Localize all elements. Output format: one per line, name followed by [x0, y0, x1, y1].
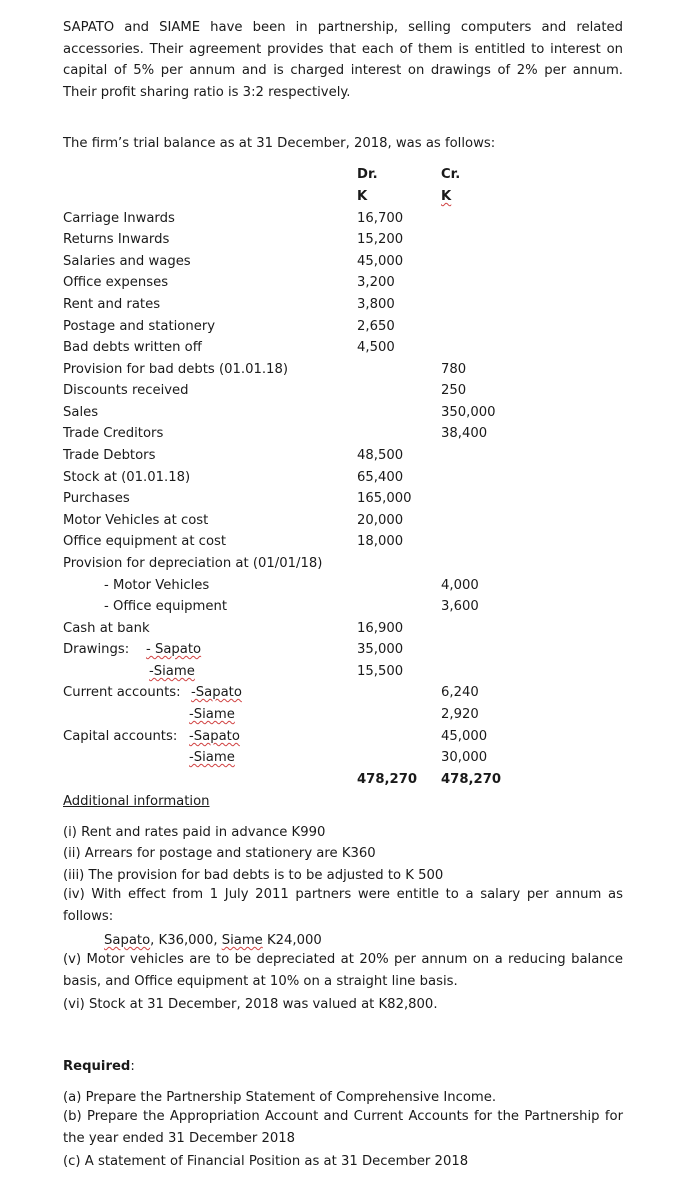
row-label-motor-vehicles: Motor Vehicles at cost: [63, 513, 209, 528]
row-dr-cash-at-bank: 16,900: [357, 621, 404, 636]
salary-siame-amount: K24,000: [262, 933, 322, 948]
row-dr-returns-inwards: 15,200: [357, 232, 404, 247]
row-dr-motor-vehicles: 20,000: [357, 513, 404, 528]
row-dr-trade-debtors: 48,500: [357, 448, 404, 463]
row-label-capital-accounts: Capital accounts:: [63, 729, 178, 744]
row-label-office-equipment: Office equipment at cost: [63, 534, 227, 549]
row-sub-drawings-siame: -Siame: [149, 664, 195, 679]
row-sub-capital-sapato: -Sapato: [189, 729, 240, 744]
row-sub-current-sapato: -Sapato: [191, 685, 242, 700]
trial-balance-intro: The firm’s trial balance as at 31 December, 2018, was as follows:: [63, 136, 496, 151]
row-label-postage: Postage and stationery: [63, 319, 216, 334]
row-label-salaries: Salaries and wages: [63, 254, 191, 269]
row-sub-current-siame: -Siame: [189, 707, 235, 722]
additional-info-heading: Additional information: [63, 794, 210, 809]
additional-item-i: (i) Rent and rates paid in advance K990: [63, 825, 326, 840]
row-dr-office-expenses: 3,200: [357, 275, 395, 290]
row-label-drawings: Drawings:: [63, 642, 130, 657]
row-cr-capital-sapato: 45,000: [441, 729, 488, 744]
row-label-trade-creditors: Trade Creditors: [63, 426, 164, 441]
row-sub-drawings-sapato: - Sapato: [146, 642, 202, 657]
salary-sapato-amount: , K36,000,: [150, 933, 222, 948]
row-sub-capital-siame: -Siame: [189, 750, 235, 765]
row-label-office-expenses: Office expenses: [63, 275, 169, 290]
row-cr-sales: 350,000: [441, 405, 496, 420]
row-dr-bad-debts: 4,500: [357, 340, 395, 355]
row-cr-capital-siame: 30,000: [441, 750, 488, 765]
row-label-dep-motor-vehicles: - Motor Vehicles: [104, 578, 210, 593]
required-item-c: (c) A statement of Financial Position as at 31 December 2018: [63, 1154, 469, 1169]
salary-sapato-name: Sapato: [104, 933, 151, 948]
row-label-trade-debtors: Trade Debtors: [63, 448, 156, 463]
total-cr: 478,270: [441, 772, 502, 787]
additional-item-iii: (iii) The provision for bad debts is to be adjusted to K 500: [63, 868, 444, 883]
additional-item-ii: (ii) Arrears for postage and stationery are K360: [63, 846, 376, 861]
row-cr-discounts: 250: [441, 383, 467, 398]
required-item-b: (b) Prepare the Appropriation Account and Current Accounts for the Partnership for the year ended 31 December 2018: [63, 1109, 623, 1146]
row-dr-salaries: 45,000: [357, 254, 404, 269]
required-item-a: (a) Prepare the Partnership Statement of Comprehensive Income.: [63, 1090, 497, 1105]
dr-header: Dr.: [357, 167, 378, 182]
row-cr-dep-office-equipment: 3,600: [441, 599, 479, 614]
additional-item-vi: (vi) Stock at 31 December, 2018 was valued at K82,800.: [63, 997, 438, 1012]
row-cr-current-sapato: 6,240: [441, 685, 479, 700]
row-cr-dep-motor-vehicles: 4,000: [441, 578, 479, 593]
row-label-sales: Sales: [63, 405, 99, 420]
total-dr: 478,270: [357, 772, 418, 787]
salary-line: [104, 933, 322, 949]
row-dr-stock: 65,400: [357, 470, 404, 485]
dr-unit: K: [357, 189, 368, 204]
cr-unit: K: [441, 189, 452, 204]
row-label-rent-rates: Rent and rates: [63, 297, 161, 312]
additional-item-v: (v) Motor vehicles are to be depreciated at 20% per annum on a reducing balance basis, and Office equipment at 10% on a straight line basis.: [63, 952, 623, 989]
row-dr-rent-rates: 3,800: [357, 297, 395, 312]
row-dr-drawings-sapato: 35,000: [357, 642, 404, 657]
row-label-provision-depreciation: Provision for depreciation at (01/01/18): [63, 556, 323, 571]
required-colon: :: [130, 1059, 135, 1074]
row-label-current-accounts: Current accounts:: [63, 685, 181, 700]
row-dr-office-equipment: 18,000: [357, 534, 404, 549]
row-label-carriage-inwards: Carriage Inwards: [63, 211, 175, 226]
row-cr-current-siame: 2,920: [441, 707, 479, 722]
cr-header: Cr.: [441, 167, 461, 182]
required-heading: [63, 1059, 135, 1075]
row-dr-drawings-siame: 15,500: [357, 664, 404, 679]
row-label-dep-office-equipment: - Office equipment: [104, 599, 228, 614]
intro-paragraph: SAPATO and SIAME have been in partnership, selling computers and related accessories. Their agreement provides that each of them is entitled to interest on capital of 5% per annum and is charged interest on drawings of 2% per annum. Their profit sharing ratio is 3:2 respectively.: [63, 20, 623, 100]
row-label-cash-at-bank: Cash at bank: [63, 621, 150, 636]
row-label-stock: Stock at (01.01.18): [63, 470, 191, 485]
row-label-returns-inwards: Returns Inwards: [63, 232, 170, 247]
row-cr-provision-bad-debts: 780: [441, 362, 467, 377]
row-cr-trade-creditors: 38,400: [441, 426, 488, 441]
row-label-bad-debts: Bad debts written off: [63, 340, 202, 355]
row-dr-purchases: 165,000: [357, 491, 412, 506]
salary-siame-name: Siame: [221, 933, 263, 948]
row-dr-carriage-inwards: 16,700: [357, 211, 404, 226]
required-label: Required: [63, 1059, 131, 1074]
additional-item-iv: (iv) With effect from 1 July 2011 partners were entitle to a salary per annum as follows:: [63, 887, 623, 924]
row-dr-postage: 2,650: [357, 319, 395, 334]
row-label-provision-bad-debts: Provision for bad debts (01.01.18): [63, 362, 288, 377]
row-label-discounts: Discounts received: [63, 383, 189, 398]
row-label-purchases: Purchases: [63, 491, 130, 506]
